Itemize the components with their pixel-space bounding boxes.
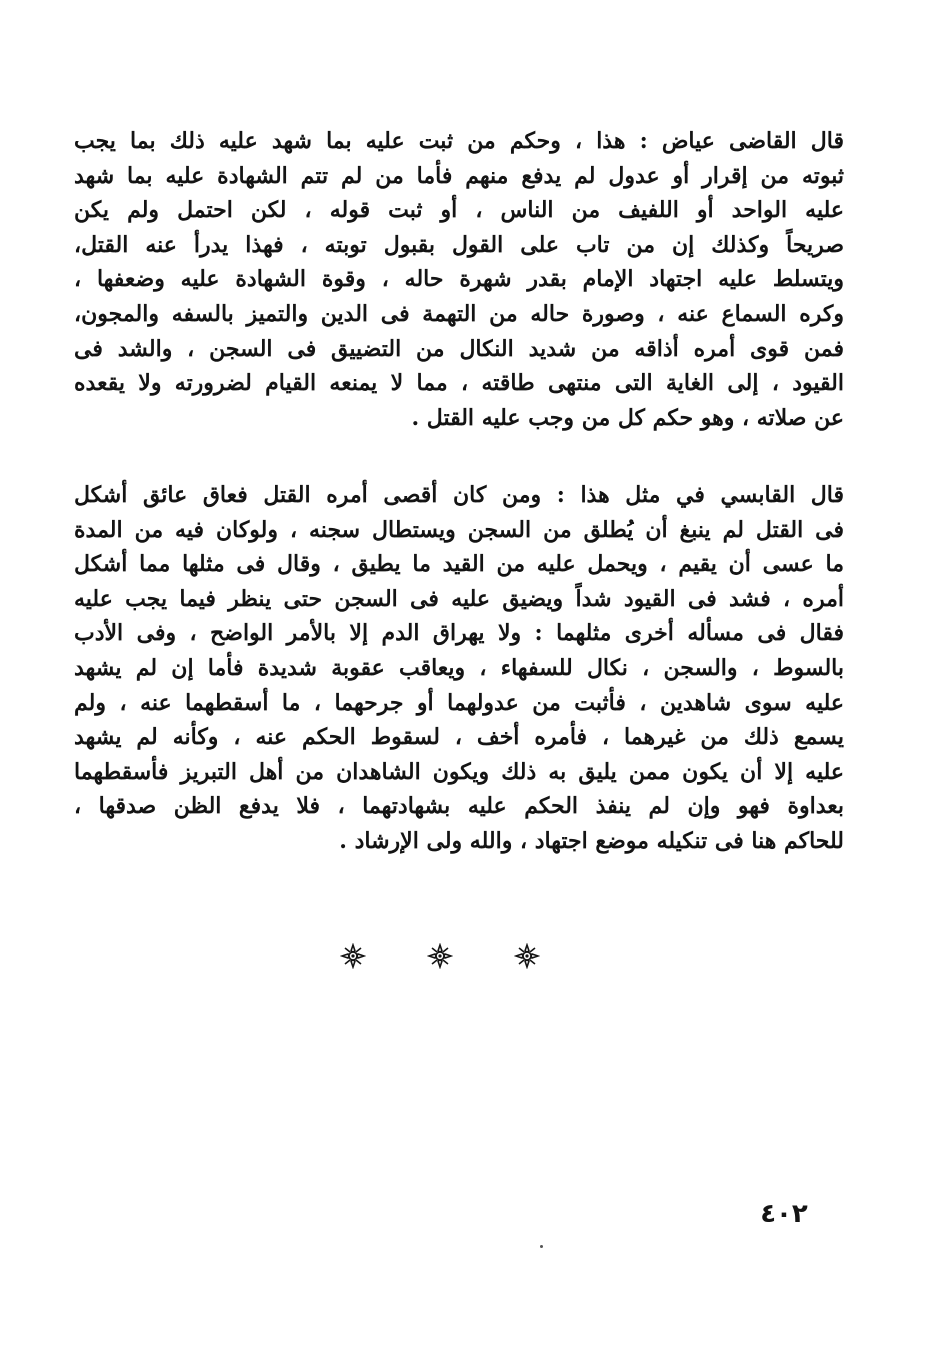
text-line: ثبوته من إقرار أو عدول لم يدفع منهم فأما من لم تتم الشهادة عليه بما شهد xyxy=(74,162,844,189)
text-line: ما عسى أن يقيم ، ويحمل عليه من القيد ما يطيق ، وقال فى مثلها مما أشكل xyxy=(74,551,844,578)
floral-rosette-icon xyxy=(514,943,540,969)
text-line: عن صلاته ، وهو حكم كل من وجب عليه القتل . xyxy=(411,404,844,431)
text-line: أمره ، فشد فى القيود شداً ويضيق عليه فى السجن حتى ينظر فيما يجب عليه xyxy=(74,585,844,612)
text-line: صريحاً وكذلك إن من تاب على القول بقبول توبته ، فهذا يدرأ عنه القتل، xyxy=(74,231,844,258)
text-line: القيود ، إلى الغاية التى منتهى طاقته ، مما لا يمنعه القيام لضرورته ولا يقعده xyxy=(74,370,844,397)
text-line: ويتسلط عليه اجتهاد الإمام بقدر شهرة حاله ، وقوة الشهادة عليه وضعفها ، xyxy=(74,266,844,293)
text-line: وكره السماع عنه ، وصورة حاله من التهمة فى الدين والتميز بالسفه والمجون، xyxy=(74,300,844,327)
scan-speck xyxy=(540,1245,543,1248)
floral-rosette-icon xyxy=(340,943,366,969)
text-line: عليه سوى شاهدين ، فأثبت من عدولهما أو جرحهما ، ما أسقطهما عنه ، ولم xyxy=(74,689,844,716)
text-line: فمن قوى أمره أذاقه من شديد النكال من التضييق فى السجن ، والشد فى xyxy=(74,335,844,362)
text-line: فقال فى مسأله أخرى مثلهما : ولا يهراق الدم إلا بالأمر الواضح ، وفى الأدب xyxy=(74,620,844,647)
text-line: قال القابسي في مثل هذا : ومن كان أقصى أمره القتل فعاق عائق أشكل xyxy=(74,482,844,508)
section-divider-ornaments xyxy=(340,941,540,971)
text-line: بعداوة فهو وإن لم ينفذ الحكم عليه بشهادتهما ، فلا يدفع الظن صدقها ، xyxy=(74,793,844,820)
text-line: عليه الواحد أو اللفيف من الناس ، أو ثبت قوله ، لكن احتمل ولم يكن xyxy=(74,197,844,224)
text-line: بالسوط ، والسجن ، نكال للسفهاء ، ويعاقب عقوبة شديدة فأما إن لم يشهد xyxy=(74,654,844,681)
text-line: فى القتل لم ينبغ أن يُطلق من السجن ويستطال سجنه ، ولوكان فيه من المدة xyxy=(74,516,844,543)
floral-rosette-icon xyxy=(427,943,453,969)
text-line: قال القاضى عياض : هذا ، وحكم من ثبت عليه بما شهد عليه ذلك بما يجب xyxy=(74,128,844,154)
paragraph-qabisi xyxy=(74,478,844,859)
page-number: ٤٠٢ xyxy=(760,1199,808,1229)
text-line: عليه إلا أن يكون ممن يليق به ذلك ويكون الشاهدان من أهل التبريز فأسقطهما xyxy=(74,758,844,785)
text-line: يسمع ذلك من غيرهما ، فأمره أخف ، لسقوط الحكم عنه ، وكأنه لم يشهد xyxy=(74,724,844,751)
text-line: للحاكم هنا فى تنكيله موضع اجتهاد ، والله ولى الإرشاد . xyxy=(339,827,844,854)
paragraph-qadi-iyad xyxy=(74,124,844,435)
